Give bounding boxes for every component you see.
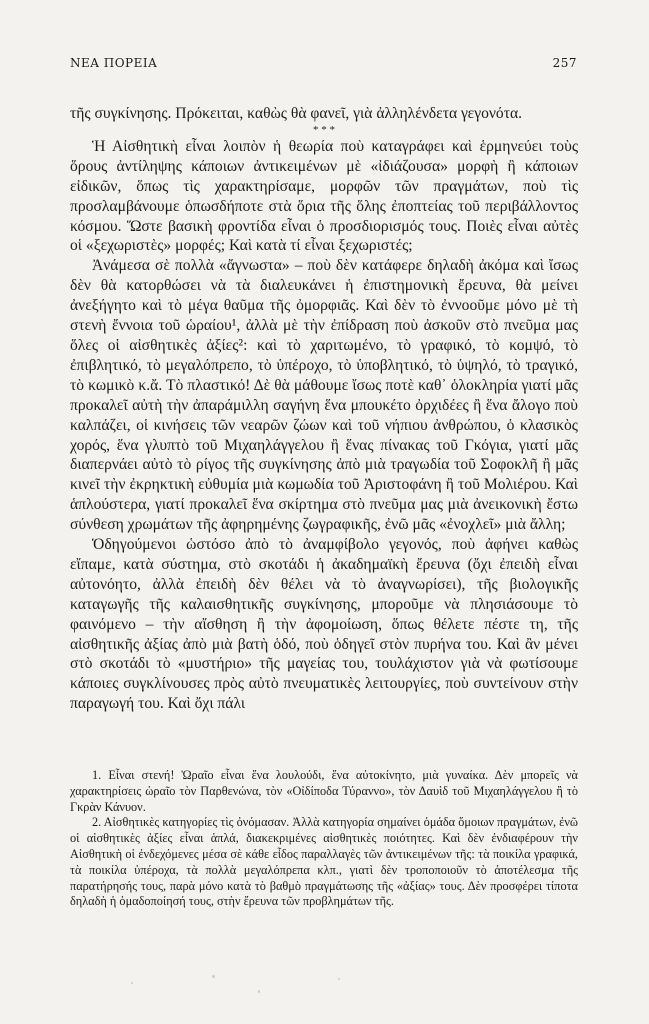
paper-speck [258,990,260,993]
main-text [70,104,578,714]
paper-speck [131,982,133,984]
paragraph: Ἡ Αἰσθητικὴ εἶναι λοιπὸν ἡ θεωρία ποὺ καταγράφει καὶ ἑρμηνεύει τοὺς ὅρους ἀντίληψης κάποιων ἀντικειμένων μὲ «ἰδιάζουσα» μορφὴ ἢ κάποιων εἰδικῶν, ὅπως τὶς χαρακτηρίσαμε, μορφῶν τῶν πραγμάτων, ποὺ τὶς προσλαμβάνουμε ὁπωσδήποτε στὰ ὅρια τῆς ὅλης ἐποπτείας τοῦ περιβάλλοντος κόσμου. Ὥστε βασικὴ φροντίδα εἶναι ὁ προσδιορισμός τους. Ποιὲς εἶναι αὐτὲς οἱ «ξεχωριστὲς» μορφές; Καὶ κατὰ τί εἶναι ξεχωριστές; [70,137,578,255]
footnote: 2. Αἰσθητικὲς κατηγορίες τὶς ὀνόμασαν. Ἀλλὰ κατηγορία σημαίνει ὁμάδα ὅμοιων πραγμάτων, ἐνῶ οἱ αἰσθητικὲς ἀξίες εἶναι ἁπλά, διακεκριμένες αἰσθητικὲς ποιότητες. Καὶ δὲν ἐνδιαφέρουν τὴν Αἰσθητικὴ οἱ ἐνδεχόμενες μέσα σὲ κάθε εἶδος παραλλαγὲς τῶν ἀντικειμένων τῆς: τὰ ποικίλα γραφικά, τὰ ποικίλα ὑπέροχα, τὰ πολλὰ μεγαλόπρεπα κλπ., γιατὶ δὲν τροποποιοῦν τὸ ἀποτέλεσμα τῆς παρατήρησής τους, παρὰ μόνο κατὰ τὸ βαθμὸ πραγμάτωσης τῆς «ἀξίας» τους. Δὲν προσφέρει τίποτα δηλαδὴ ἡ ὁμαδοποίησή τους, στὴν ἔρευνα τῶν προβλημάτων τῆς. [70,815,578,909]
page-number: 257 [552,56,577,70]
running-header [70,56,577,70]
paper-speck [338,978,340,980]
paragraph: Ὁδηγούμενοι ὡστόσο ἀπὸ τὸ ἀναμφίβολο γεγονός, ποὺ ἀφήνει καθὼς εἴπαμε, κατὰ σύστημα, στὸ σκοτάδι ἡ ἀκαδημαϊκὴ ἔρευνα (ὄχι ἐπειδὴ εἶναι αὐτονόητο, ἀλλὰ ἐπειδὴ δὲν θέλει νὰ τὸ ἀναγνωρίσει), τῆς βιολογικῆς καταγωγῆς τῆς καλαισθητικῆς συγκίνησης, μποροῦμε νὰ πλησιάσουμε τὸ φαινόμενο – τὴν αἴσθηση ἢ τὴν ἀφομοίωση, ὅπως θέλετε πέστε τη, τῆς αἰσθητικῆς ἀξίας ἀπὸ μιὰ βατὴ ὁδό, ποὺ ὁδηγεῖ στὸν πυρήνα του. Καὶ ἂν μένει στὸ σκοτάδι τὸ «μυστήριο» τῆς μαγείας του, τουλάχιστον γιὰ νὰ φωτίσουμε κάποιες συγκλίνουσες πρὸς αὐτὸ πνευματικὲς λειτουργίες, ποὺ συντείνουν στὴν παραγωγή του. Καὶ ὄχι πάλι [70,536,578,713]
section-break: * * * [313,123,335,136]
running-title: ΝΕΑ ΠΟΡΕΙΑ [70,56,158,70]
paper-speck [212,975,215,978]
paragraph: Ἀνάμεσα σὲ πολλὰ «ἄγνωστα» – ποὺ δὲν κατάφερε δηλαδὴ ἀκόμα καὶ ἴσως δὲν θὰ κατορθώσει νὰ τὰ διαλευκάνει ἡ ἐπιστημονικὴ ἔρευνα, θὰ μείνει ἀνεξήγητο καὶ τὸ μέγα θαῦμα τῆς ὀμορφιᾶς. Καὶ δὲν τὸ ἐννοοῦμε μόνο μὲ τὴ στενὴ ἔννοια τοῦ ὡραίου¹, ἀλλὰ μὲ τὴν ἐπίδραση ποὺ ἀσκοῦν στὸ πνεῦμα μας ὅλες οἱ αἰσθητικὲς ἀξίες²: καὶ τὸ χαριτωμένο, τὸ γραφικό, τὸ κομψό, τὸ ἐπιβλητικό, τὸ μεγαλόπρεπο, τὸ ὑπέροχο, τὸ ὑποβλητικό, τὸ ὑψηλό, τὸ τραγικό, τὸ κωμικὸ κ.ἄ. Τὸ πλαστικό! Δὲ θὰ μάθουμε ἴσως ποτὲ καθ᾿ ὁλοκληρία γιατί μᾶς προκαλεῖ αὐτὴ τὴν ἀπαράμιλλη σαγήνη ἕνα μπουκέτο ὀρχιδέες ἢ ἕνα ἄλογο ποὺ καλπάζει, οἱ κινήσεις τῶν νεαρῶν ζώων καὶ τοῦ νήπιου ἀνθρώπου, ὁ κλασικὸς χορός, ἕνα γλυπτὸ τοῦ Μιχαηλάγγελου ἢ ἕνας πίνακας τοῦ Γκόγια, γιατί μᾶς διαπερνάει αὐτὸ τὸ ρίγος τῆς συγκίνησης ἀπὸ μιὰ τραγωδία τοῦ Σοφοκλῆ ἢ μᾶς κινεῖ τὴν ἐκρηκτικὴ εὐθυμία μιὰ κωμωδία τοῦ Ἀριστοφάνη ἢ τοῦ Μολιέρου. Καὶ ἁπλούστερα, γιατί προκαλεῖ ἕνα σκίρτημα στὸ πνεῦμα μας μιὰ ἀνεικονικὴ ἔστω σύνθεση χρωμάτων τῆς ἀφηρημένης ζωγραφικῆς, ἐνῶ μᾶς «ἐνοχλεῖ» μιὰ ἄλλη; [70,257,578,534]
footnote: 1. Εἶναι στενή! Ὡραῖο εἶναι ἕνα λουλούδι, ἕνα αὐτοκίνητο, μιὰ γυναίκα. Δὲν μπορεῖς νὰ χαρακτηρίσεις ὡραῖο τὸν Παρθενώνα, τὸν «Οἰδίποδα Τύραννο», τὸν Δαυὶδ τοῦ Μιχαηλάγγελου ἢ τὸ Γκρὰν Κάνυον. [70,768,578,814]
opening-line: τῆς συγκίνησης. Πρόκειται, καθὼς θὰ φανεῖ, γιὰ ἀλληλένδετα γεγονότα. [70,105,523,122]
footnotes [70,768,578,910]
